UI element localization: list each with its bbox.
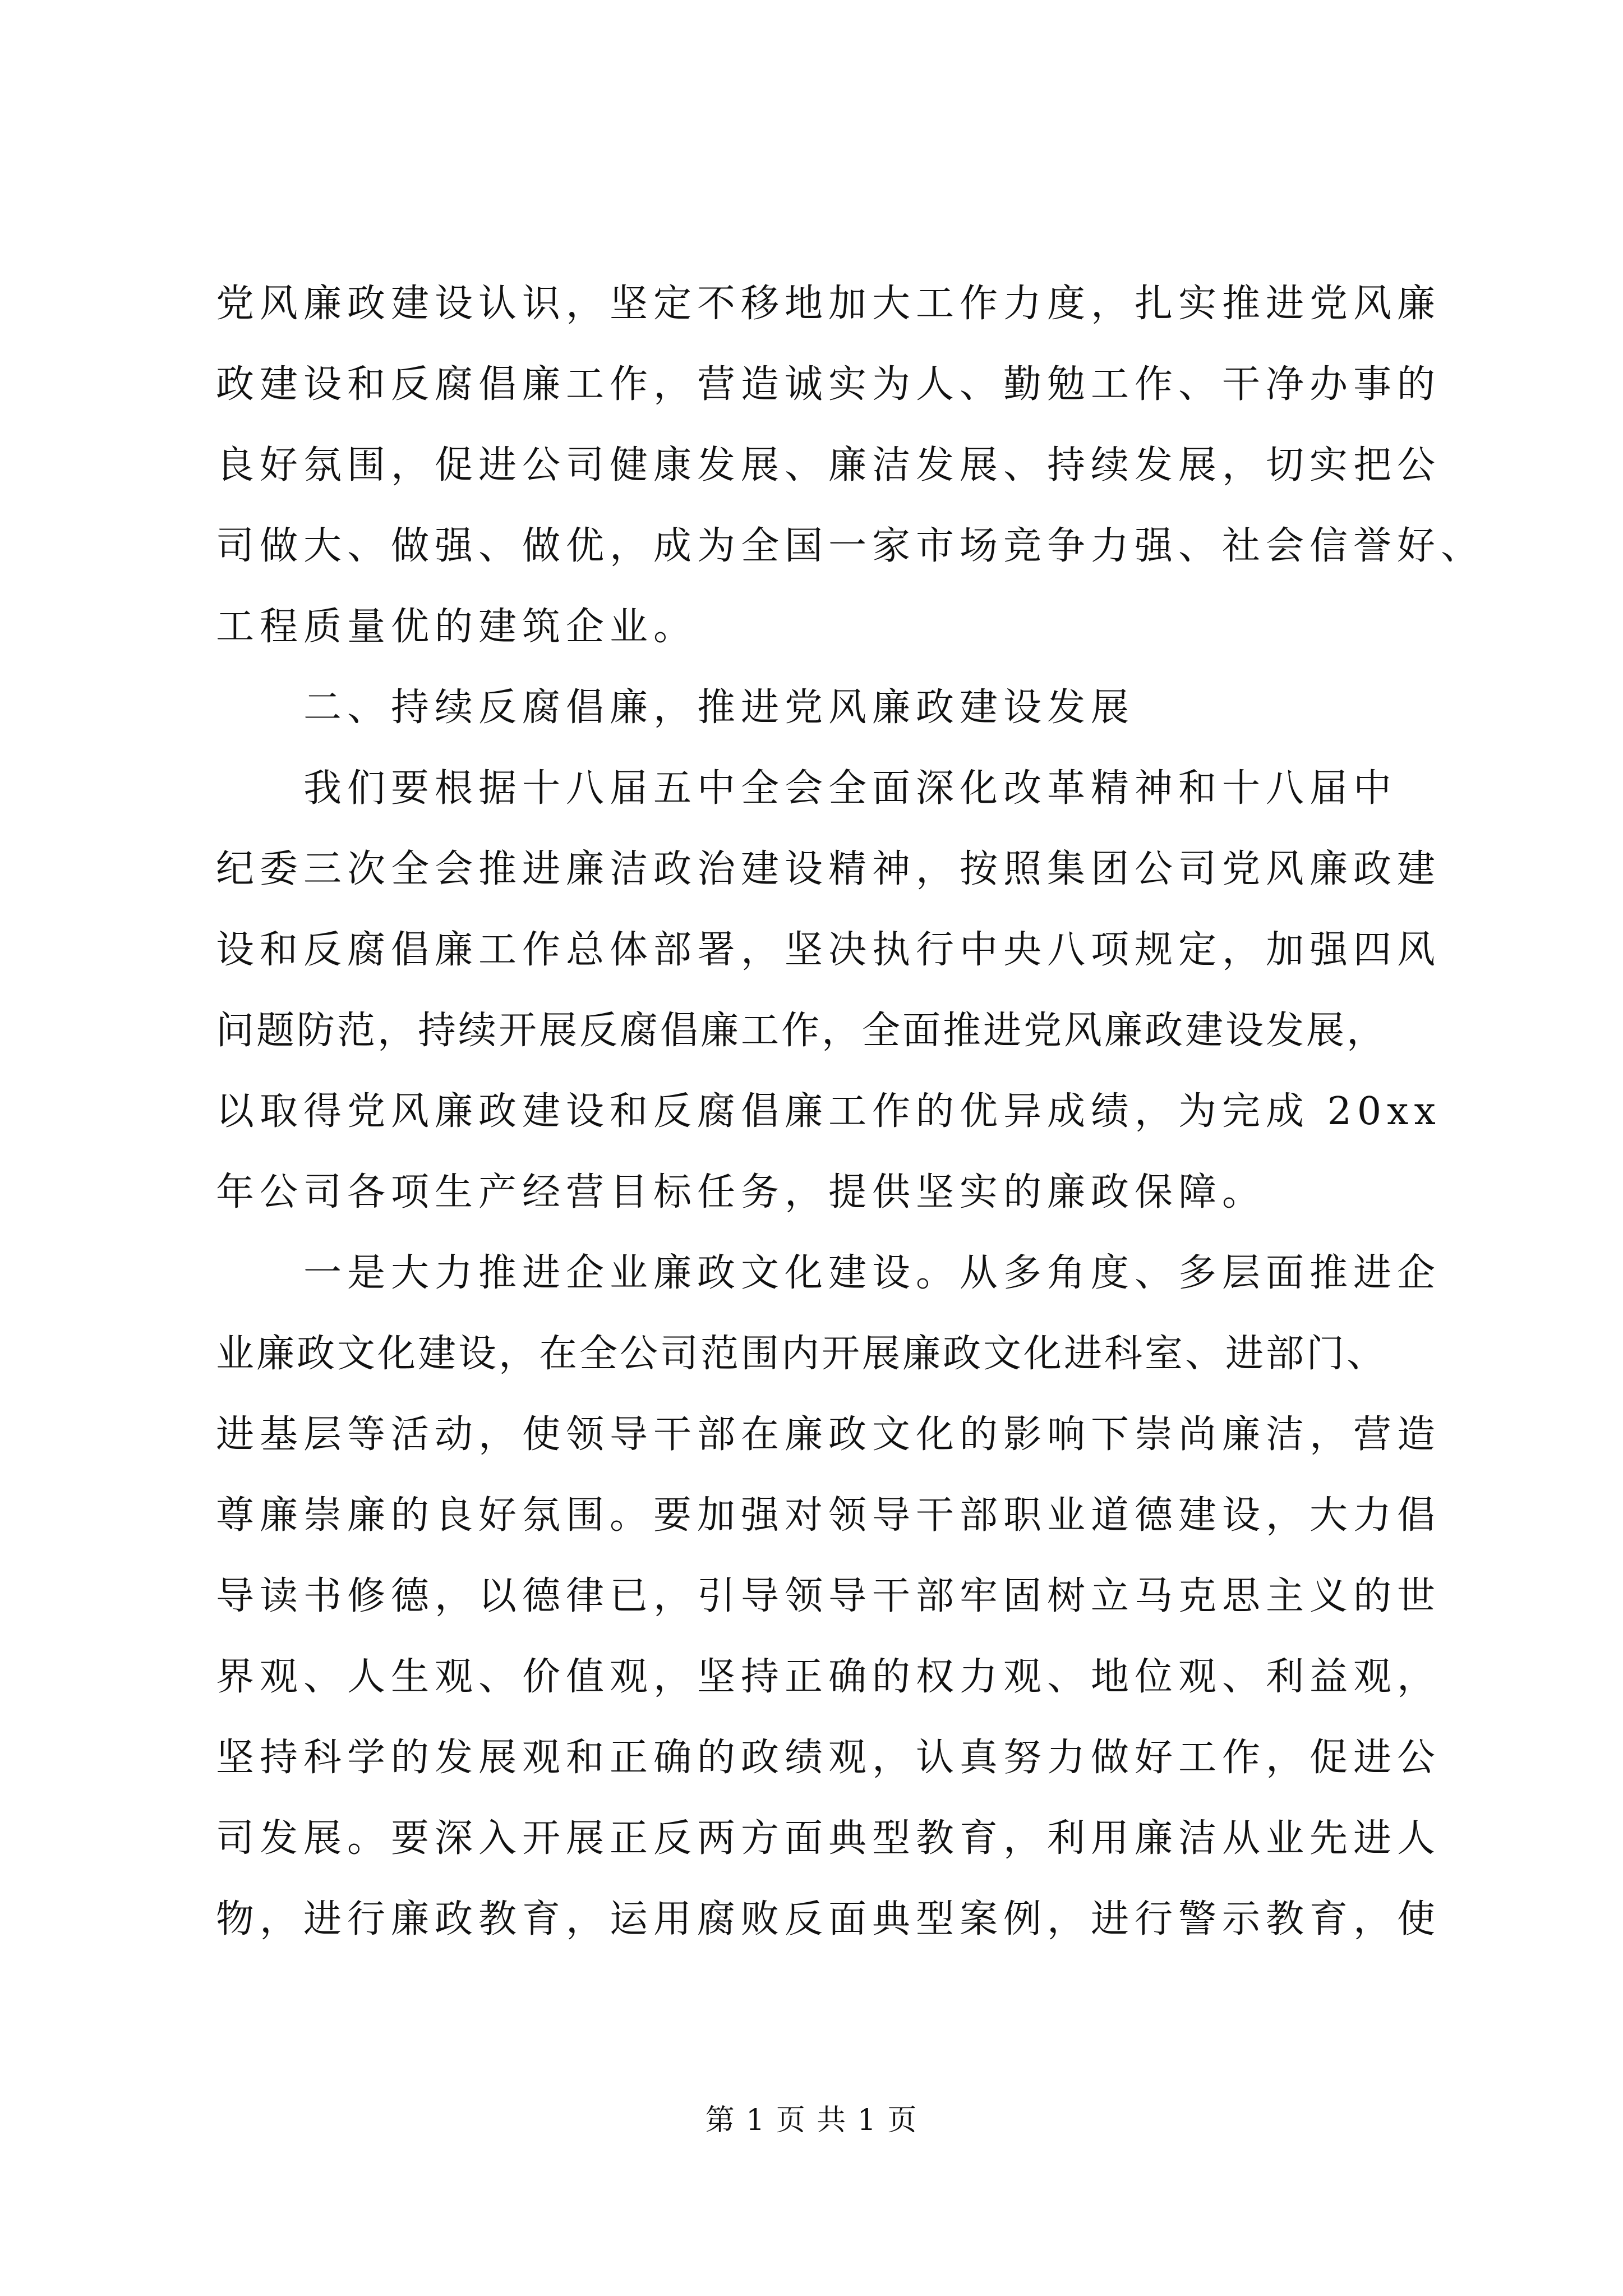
text-line: 坚持科学的发展观和正确的政绩观，认真努力做好工作，促进公 [216,1736,1441,1780]
text-line: 物，进行廉政教育，运用腐败反面典型案例，进行警示教育，使 [216,1897,1441,1941]
text-line: 一是大力推进企业廉政文化建设。从多角度、多层面推进企 [216,1251,1441,1295]
text-line: 设和反腐倡廉工作总体部署，坚决执行中央八项规定，加强四风 [216,928,1441,972]
text-line: 司发展。要深入开展正反两方面典型教育，利用廉洁从业先进人 [216,1816,1441,1861]
section-heading: 二、持续反腐倡廉，推进党风廉政建设发展 [216,685,1135,730]
page-footer: 第 1 页 共 1 页 [705,2104,918,2137]
text-line: 界观、人生观、价值观，坚持正确的权力观、地位观、利益观， [216,1655,1441,1699]
text-line: 进基层等活动，使领导干部在廉政文化的影响下崇尚廉洁，营造 [216,1412,1441,1457]
text-line: 党风廉政建设认识，坚定不移地加大工作力度，扎实推进党风廉 [216,282,1441,326]
text-line: 业廉政文化建设，在全公司范围内开展廉政文化进科室、进部门、 [216,1332,1387,1376]
text-line: 尊廉崇廉的良好氛围。要加强对领导干部职业道德建设，大力倡 [216,1493,1441,1538]
text-line: 工程质量优的建筑企业。 [216,605,698,649]
text-line: 问题防范，持续开展反腐倡廉工作，全面推进党风廉政建设发展， [216,1009,1387,1053]
text-line: 纪委三次全会推进廉洁政治建设精神，按照集团公司党风廉政建 [216,847,1441,891]
text-line: 司做大、做强、做优，成为全国一家市场竞争力强、社会信誉好、 [216,524,1485,568]
text-line: 我们要根据十八届五中全会全面深化改革精神和十八届中 [216,766,1398,811]
text-line: 政建设和反腐倡廉工作，营造诚实为人、勤勉工作、干净办事的 [216,362,1441,407]
text-line: 良好氛围，促进公司健康发展、廉洁发展、持续发展，切实把公 [216,443,1441,487]
text-line: 年公司各项生产经营目标任务，提供坚实的廉政保障。 [216,1170,1266,1214]
text-line: 导读书修德，以德律已，引导领导干部牢固树立马克思主义的世 [216,1574,1441,1618]
text-line: 以取得党风廉政建设和反腐倡廉工作的优异成绩，为完成 20xx [216,1089,1441,1134]
document-body [216,264,1485,1960]
